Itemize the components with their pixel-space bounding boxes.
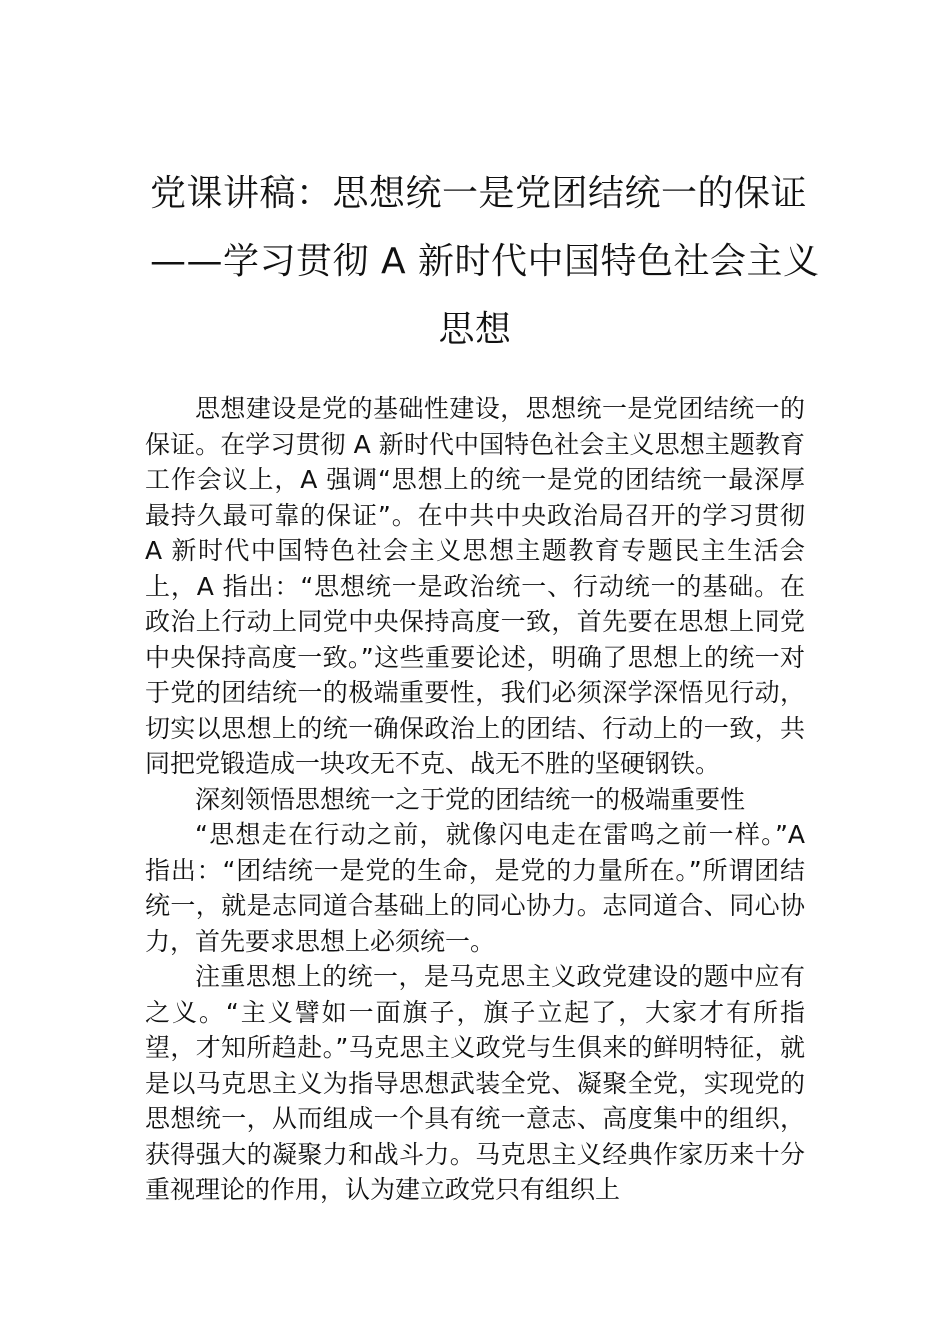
title-subtitle-line-end: 思想 <box>438 309 512 350</box>
title-subtitle-line: ——学习贯彻 A 新时代中国特色社会主义 <box>150 241 820 282</box>
body-paragraph: “思想走在行动之前，就像闪电走在雷鸣之前一样。”A 指出：“团结统一是党的生命，是党的力量所在。”所谓团结统一，就是志同道合基础上的同心协力。志同道合、同心协力，首先要求思想上必须统一。 <box>145 820 805 956</box>
body-paragraph: 注重思想上的统一，是马克思主义政党建设的题中应有之义。“主义譬如一面旗子，旗子立起了，大家才有所指望，才知所趋赴。”马克思主义政党与生俱来的鲜明特征，就是以马克思主义为指导思想武装全党、凝聚全党，实现党的思想统一，从而组成一个具有统一意志、高度集中的组织，获得强大的凝聚力和战斗力。马克思主义经典作家历来十分重视理论的作用，认为建立政党只有组织上 <box>145 962 805 1204</box>
document-body <box>145 391 805 1208</box>
body-paragraph: 思想建设是党的基础性建设，思想统一是党团结统一的保证。在学习贯彻 A 新时代中国特色社会主义思想主题教育工作会议上，A 强调“思想上的统一是党的团结统一最深厚最持久最可靠的保证”。在中共中央政治局召开的学习贯彻 A 新时代中国特色社会主义思想主题教育专题民主生活会上，A 指出：“思想统一是政治统一、行动统一的基础。在政治上行动上同党中央保持高度一致，首先要在思想上同党中央保持高度一致。”这些重要论述，明确了思想上的统一对于党的团结统一的极端重要性，我们必须深学深悟见行动，切实以思想上的统一确保政治上的团结、行动上的一致，共同把党锻造成一块攻无不克、战无不胜的坚硬钢铁。 <box>145 394 805 778</box>
title-line: 党课讲稿：思想统一是党团结统一的保证 <box>150 173 808 214</box>
document-title <box>150 160 820 364</box>
section-heading: 深刻领悟思想统一之于党的团结统一的极端重要性 <box>195 784 746 814</box>
